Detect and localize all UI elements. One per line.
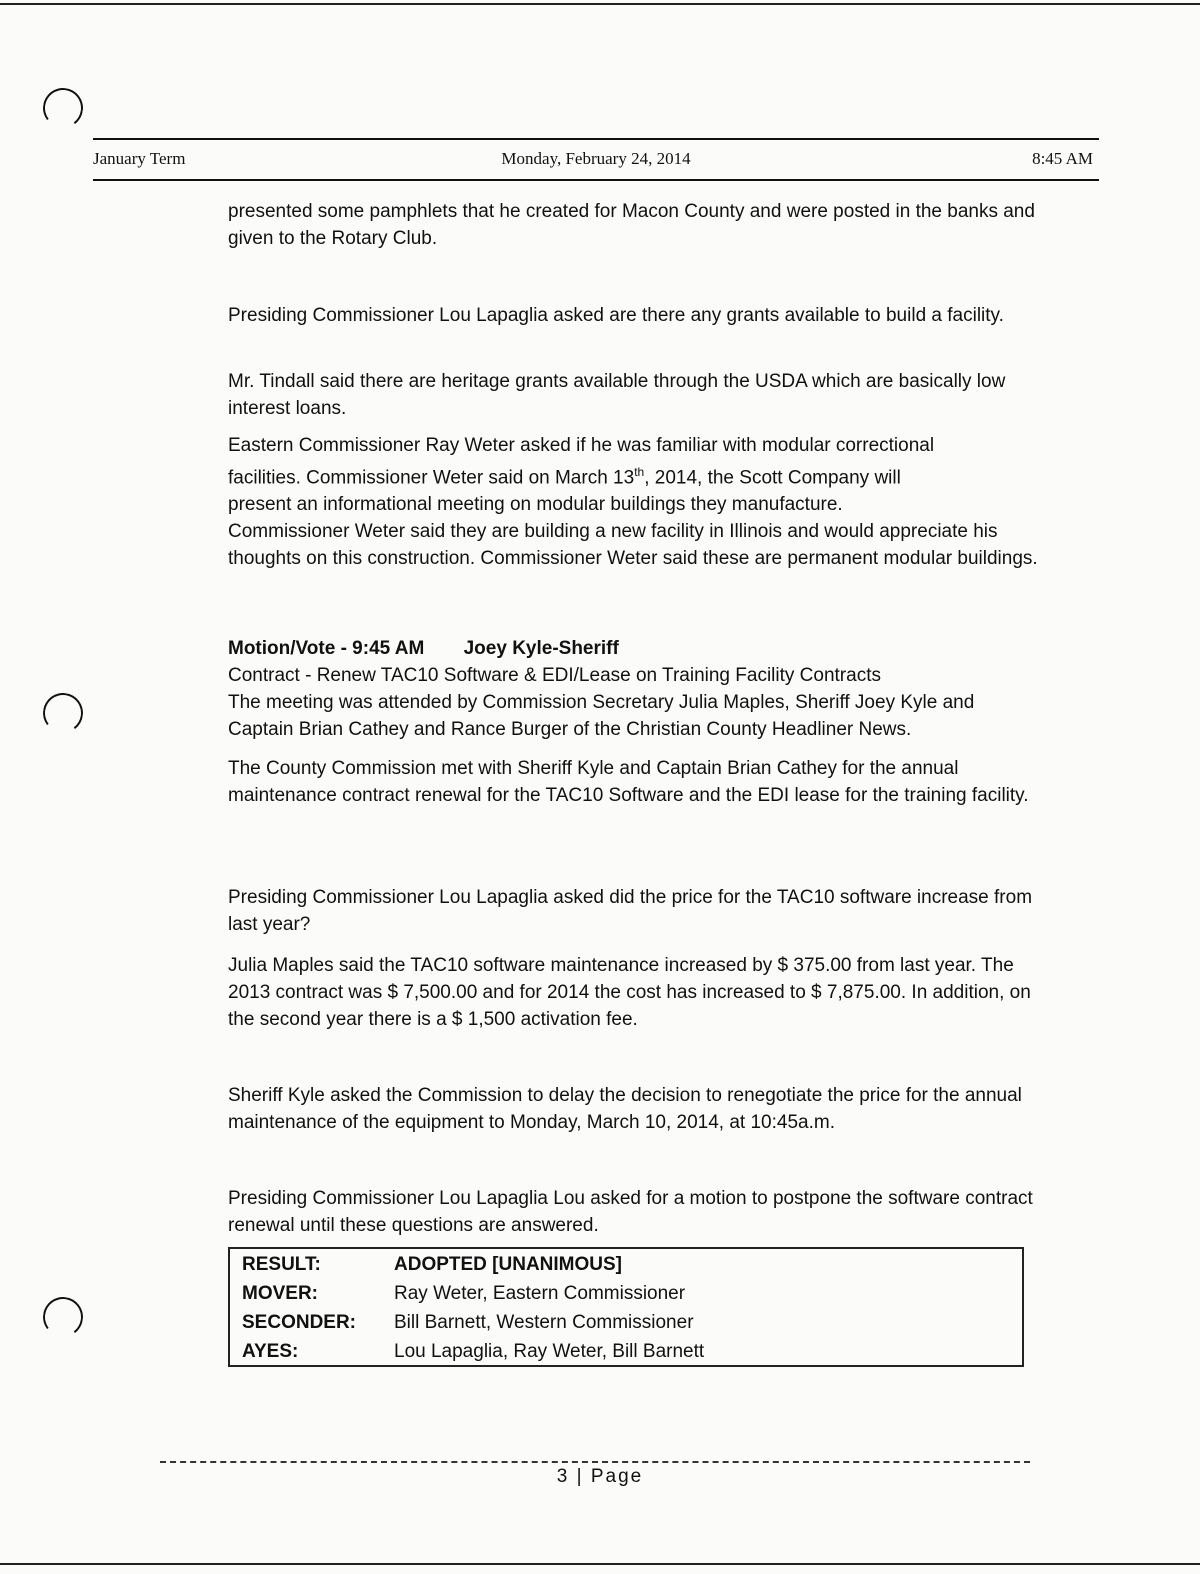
vote-row-mover (242, 1280, 1002, 1308)
scan-edge-bottom (0, 1563, 1200, 1565)
vote-label-mover: MOVER: (242, 1283, 318, 1304)
page-header (93, 149, 1099, 173)
header-term: January Term (93, 149, 186, 168)
weter-line-2 (228, 459, 1038, 491)
paragraph-grants-question: Presiding Commissioner Lou Lapaglia asked are there any grants available to build a facility. (228, 305, 1004, 326)
vote-value-result: ADOPTED [UNANIMOUS] (394, 1254, 622, 1275)
punch-hole-mark (40, 1294, 85, 1339)
paragraph-delay-request: Sheriff Kyle asked the Commission to delay the decision to renegotiate the price for the annual maintenance of the equipment to Monday, March 10, 2014, at 10:45a.m. (228, 1085, 1022, 1133)
vote-label-seconder: SECONDER: (242, 1312, 357, 1333)
weter-line-2-text: facilities. Commissioner Weter said on March 13 (228, 467, 635, 489)
motion-label: Motion/Vote - 9:45 AM (228, 638, 425, 659)
page-number: 3 | Page (556, 1466, 644, 1487)
punch-hole-mark (40, 85, 85, 130)
paragraph-tindall: Mr. Tindall said there are heritage grants available through the USDA which are basically low interest loans. (228, 371, 1006, 419)
footer-rule (160, 1461, 1030, 1463)
paragraph-attendance: The meeting was attended by Commission Secretary Julia Maples, Sheriff Joey Kyle and Captain Brian Cathey and Rance Burger of the Christian County Headliner News. (228, 692, 975, 740)
paragraph-maples-cost: Julia Maples said the TAC10 software maintenance increased by $ 375.00 from last year. The 2013 contract was $ 7,500.00 and for 2014 the cost has increased to $ 7,875.00. In addition, on the second year there is a $ 1,500 activation fee. (228, 955, 1031, 1030)
paragraph-commission-met: The County Commission met with Sheriff Kyle and Captain Brian Cathey for the annual maintenance contract renewal for the TAC10 Software and the EDI lease for the training facility. (228, 758, 1029, 806)
header-rule-top (93, 138, 1099, 140)
motion-heading (228, 635, 1038, 662)
scan-edge-top (0, 3, 1200, 5)
paragraph-weter-modular (228, 432, 1038, 572)
weter-line-2-rest: , 2014, the Scott Company will (644, 467, 901, 489)
vote-value-seconder: Bill Barnett, Western Commissioner (394, 1312, 694, 1333)
vote-label-result: RESULT: (242, 1254, 321, 1275)
weter-line-4: Commissioner Weter said they are building a new facility in Illinois and would appreciate his thoughts on this construction. Commissioner Weter said these are permanent modular buildings. (228, 521, 1038, 570)
vote-row-ayes (242, 1338, 1002, 1366)
vote-value-ayes: Lou Lapaglia, Ray Weter, Bill Barnett (394, 1341, 705, 1362)
header-date: Monday, February 24, 2014 (501, 149, 691, 168)
punch-hole-mark (40, 690, 85, 735)
motion-contract: Contract - Renew TAC10 Software & EDI/Lease on Training Facility Contracts (228, 665, 881, 686)
vote-row-result (242, 1251, 1002, 1279)
header-rule-bottom (93, 179, 1099, 181)
header-time: 8:45 AM (1032, 149, 1093, 168)
paragraph-postpone-motion: Presiding Commissioner Lou Lapaglia Lou asked for a motion to postpone the software contract renewal until these questions are answered. (228, 1188, 1033, 1236)
weter-line-1: Eastern Commissioner Ray Weter asked if he was familiar with modular correctional (228, 435, 935, 456)
vote-row-seconder (242, 1309, 1002, 1337)
vote-value-mover: Ray Weter, Eastern Commissioner (394, 1283, 686, 1304)
paragraph-price-question: Presiding Commissioner Lou Lapaglia asked did the price for the TAC10 software increase from last year? (228, 887, 1033, 935)
vote-result-table (228, 1247, 1024, 1367)
weter-line-3: present an informational meeting on modular buildings they manufacture. (228, 494, 843, 516)
vote-label-ayes: AYES: (242, 1341, 299, 1362)
weter-superscript: th (634, 465, 645, 479)
motion-person: Joey Kyle-Sheriff (463, 638, 619, 659)
paragraph-pamphlets: presented some pamphlets that he created for Macon County and were posted in the banks and given to the Rotary Club. (228, 201, 1035, 249)
